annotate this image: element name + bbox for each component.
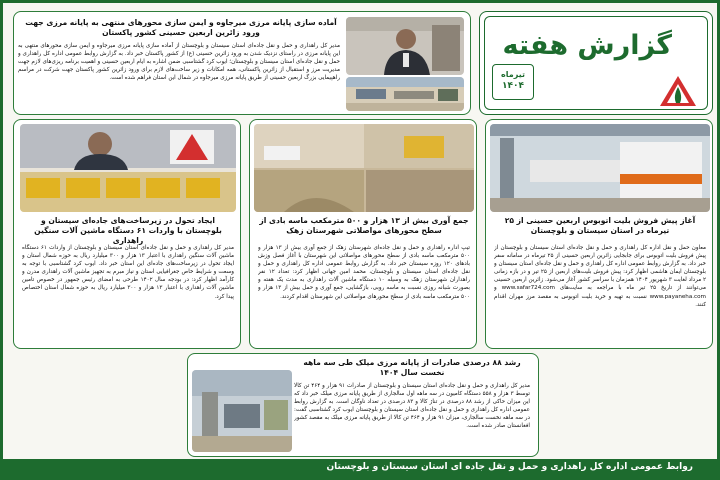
official-portrait-photo — [346, 17, 464, 75]
article-middle-title: جمع آوری بیش از ۱۳ هزار و ۵۰۰ مترمکعب ماسه بادی از سطح محورهای مواصلاتی شهرستان زهک — [259, 216, 469, 235]
article-left-body: مدیر کل راهداری و حمل و نقل جاده‌ای استان سیستان و بلوچستان از واردات ۶۱ دستگاه ماشین آلات سنگین راهداری با اعتبار ۱۳ هزار و ۳۰۰ میلیارد ریال به حوزه شمال استان و ایجاد تحول در زیرساخت‌های جاده‌ای این استان خبر داد. ایوب کرد گشتاسبی با توجه به وسعت و شرایط خاص جغرافیایی استان و نیاز مبرم به تجهیز ماشین آلات راهداری مدرن و کارآمد اظهار کرد: در بودجه سال ۱۴۰۲ طرحی به امضای رئیس جمهور در خصوص تامین ماشین آلات راهداری با اعتبار ۱۳ هزار و ۳۰۰ میلیارد ریال به حوزه شمال استان اختصاص پیدا کرد. — [22, 245, 234, 300]
article-card-left — [13, 119, 241, 349]
milak-border-photo — [192, 370, 292, 452]
bottom-article-title: رشد ۸۸ درصدی صادرات از پایانه مرزی میلک طی سه ماهه نخست سال ۱۴۰۴ — [303, 358, 521, 377]
road-maintenance-emblem-icon — [658, 74, 698, 108]
border-terminal-photo — [346, 77, 464, 111]
masthead-title: گزارش هفته — [502, 30, 672, 61]
top-article-card — [13, 11, 471, 115]
issue-date-box — [492, 64, 534, 100]
article-card-middle — [249, 119, 477, 349]
bottom-article-body: مدیر کل راهداری و حمل و نقل جاده‌ای استان سیستان و بلوچستان از صادرات ۹۱ هزار و ۴۶۴ تن کالا توسط ۳ هزار و ۵۵۸ دستگاه کامیون در سه ماهه اول سالجاری از طریق پایانه مرزی میلک خبر داد که این میزان حاکی از رشد ۸۸ درصدی در تناژ کالا و ۸۳ درصدی در تعداد ناوگان است. به گزارش روابط عمومی اداره کل راهداری و حمل و نقل جاده‌ای استان سیستان و بلوچستان ایوب کرد گشتاسبی گفت: در سه ماهه نخست سالجاری، میزان ۹۱ هزار و ۴۶۴ تن کالا از طریق پایانه مرزی میلک به مقصد کشور افغانستان صادر شده است. — [294, 383, 530, 430]
article-left-title: ایجاد تحول در زیرساخت‌های جاده‌ای سیستان و بلوچستان با واردات ۶۱ دستگاه ماشین آلات سنگین راهداری — [34, 216, 222, 245]
issue-month: تیرماه — [501, 70, 525, 79]
footer-text: روابط عمومی اداره کل راهداری و حمل و نقل جاده ای استان سیستان و بلوچستان — [326, 462, 693, 472]
buses-terminal-photo — [490, 124, 710, 212]
issue-year: ۱۴۰۴ — [502, 81, 524, 91]
footer-band — [3, 459, 717, 477]
article-middle-body: تیپ اداره راهداری و حمل و نقل جاده‌ای شهرستان زهک از جمع آوری بیش از ۱۳ هزار و ۵۰۰ مترمکعب ماسه بادی از سطح محورهای مواصلاتی این شهرستان با آغاز فصل وزش بادهای ۱۲۰ روزه سیستان خبر داد. به گزارش روابط عمومی اداره کل راهداری و حمل و نقل جاده‌ای استان سیستان و بلوچستان، محمد امین جهانی اظهار کرد: تعداد ۱۲ نفر راهداران شهرستان زهک به وسیله ۱۰ دستگاه ماشین آلات راهداری به مدت یک هفته و بصورت شبانه روزی نسبت به ماسه روبی، بازگشایی، جمع آوری و حمل بیش از ۱۳ هزار و ۵۰۰ مترمکعب ماسه بادی از سطح محورهای مواصلاتی این شهرستان اقدام کردند. — [258, 245, 470, 300]
top-article-body: مدیر کل راهداری و حمل و نقل جاده‌ای استان سیستان و بلوچستان از آماده سازی پایانه مرزی میرجاوه و ایمن سازی محورهای منتهی به این پایانه مرزی در راستای نزدیک شدن به ورود زائرین حسینی (ع) از کشور پاکستان خبر داد. به گزارش روابط عمومی اداره کل راهداری و حمل و نقل جاده‌ای استان سیستان و بلوچستان؛ ایوب کرد گشتاسبی ضمن اشاره به ایام اربعین حسینی و اهمیت برنامه ریزی‌های لازم جهت مدیریت مرز و استقبال از زائرین پاکستانی، همه امکانات و زیر ساخت‌های لازم برای ورود زائرین کشور پاکستان جهت شرکت در مراسم راهپیمایی بزرگ اربعین حسینی از طریق پایانه مرزی میرجاوه در شمال این استان فراهم شده است. — [18, 43, 340, 82]
machinery-fleet-photo — [20, 124, 236, 212]
masthead-card — [479, 11, 713, 115]
top-article-title: آماده سازی پایانه مرزی میرجاوه و ایمن سازی محورهای منتهی به پایانه مرزی جهت ورود زائرین اربعین حسینی کشور پاکستان — [25, 18, 337, 37]
article-right-body: معاون حمل و نقل اداره کل راهداری و حمل و نقل جاده‌ای استان سیستان و بلوچستان از پیش فروش بلیت اتوبوس برای جابجایی زائرین اربعین حسینی از ۲۵ تیرماه در سامانه سفر خبر داد. به گزارش روابط عمومی اداره کل راهداری و حمل و نقل جاده‌ای استان سیستان و بلوچستان ایمان هاشمی اظهار کرد: پیش فروش بلیت‌های اربعین از ۲۵ تیر و در بازه زمانی ۲ مرداد لغایت ۳ شهریور ۱۴۰۴ همزمان با سراسر کشور آغاز می‌شود. زائرین اربعین حسینی می‌توانند از تاریخ ۲۵ تیر ماه با مراجعه به سایت‌های www.safar724.com و www.payaneha.com نسبت به تهیه و خرید بلیت اتوبوس به مقصد مرز مهران اقدام کنند. — [494, 245, 706, 308]
article-card-right — [485, 119, 713, 349]
bottom-article-card — [187, 353, 539, 457]
article-right-title: آغاز پیش فروش بلیت اتوبوس اربعین حسینی از ۲۵ تیرماه در استان سیستان و بلوچستان — [504, 216, 696, 235]
sand-clearing-photo — [254, 124, 474, 212]
